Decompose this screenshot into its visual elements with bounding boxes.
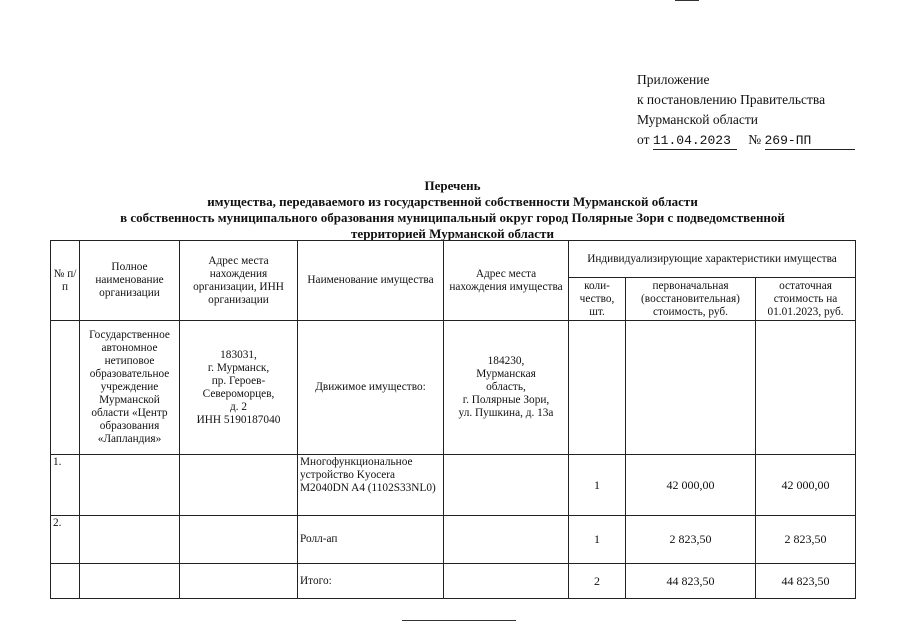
top-rule [675,0,699,1]
header-characteristics: Индивидуализирующие характеристики имущества [569,241,856,278]
total-initial-cost: 44 823,50 [626,564,756,599]
property-address [444,321,569,455]
org-address-line: ИНН 5190187040 [196,413,281,426]
total-row [51,564,856,599]
total-quantity: 2 [569,564,626,599]
item-org-address [180,516,298,564]
bottom-rule [402,620,516,621]
item-no: 1. [51,455,80,516]
item-address [444,455,569,516]
item-residual-cost: 2 823,50 [756,516,856,564]
property-address-line: область, [486,381,526,393]
item-initial-cost: 2 823,50 [626,516,756,564]
header-row-1 [51,241,856,278]
title-line1: Перечень [424,178,481,193]
header-residual-cost: остаточная стоимость на 01.01.2023, руб. [756,278,856,321]
org-address-line: г. Мурманск, [207,361,270,374]
item-initial-cost: 42 000,00 [626,455,756,516]
item-org [80,516,180,564]
appendix-date-line [637,130,855,150]
item-quantity: 1 [569,455,626,516]
appendix-header [637,70,855,150]
org-name: Государственное автономное нетиповое образовательное учреждение Мурманской области «Центр образования «Лапландия» [80,321,180,455]
appendix-line2: к постановлению Правительства [637,92,826,107]
header-property-address: Адрес места нахождения имущества [444,241,569,321]
item-org-address [180,455,298,516]
org-row-initial-cost [626,321,756,455]
number-value: 269-ПП [764,133,812,148]
item-no: 2. [51,516,80,564]
appendix-line3: Мурманской области [637,112,758,127]
org-address-line: д. 2 [229,400,248,413]
org-row-residual-cost [756,321,856,455]
property-address-line: ул. Пушкина, д. 13а [458,407,554,419]
title-line3: в собственность муниципального образования муниципальный округ город Полярные Зори с подведомственной [120,210,785,225]
property-table [50,240,856,599]
total-org-address [180,564,298,599]
number-prefix: № [748,132,762,147]
item-org [80,455,180,516]
date-prefix: от [637,132,650,147]
org-row-no [51,321,80,455]
date-value: 11.04.2023 [652,133,731,148]
property-address-line: 184230, [487,355,525,367]
item-name: Ролл-ап [298,516,444,564]
org-row-quantity [569,321,626,455]
number-field [765,132,855,150]
org-row [51,321,856,455]
header-property-name: Наименование имущества [298,241,444,321]
org-address-line: пр. Героев- [211,374,266,387]
item-name: Многофункциональное устройство Kyocera M2040DN A4 (1102S33NL0) [298,455,444,516]
appendix-line1: Приложение [637,72,710,87]
title-line2: имущества, передаваемого из государственной собственности Мурманской области [207,194,698,209]
org-address-line: Североморцев, [202,387,275,400]
org-address [180,321,298,455]
header-org: Полное наименование организации [80,241,180,321]
header-org-address: Адрес места нахождения организации, ИНН организации [180,241,298,321]
total-residual-cost: 44 823,50 [756,564,856,599]
property-category: Движимое имущество: [298,321,444,455]
item-quantity: 1 [569,516,626,564]
total-address [444,564,569,599]
header-initial-cost: первоначальная (восстановительная) стоимость, руб. [626,278,756,321]
title-line4: территорией Мурманской области [351,226,554,241]
total-label: Итого: [298,564,444,599]
header-no: № п/п [51,241,80,321]
total-org [80,564,180,599]
total-no [51,564,80,599]
property-address-line: г. Полярные Зори, [462,394,550,406]
property-address-line: Мурманская [476,368,536,380]
header-quantity: коли-чество, шт. [569,278,626,321]
date-field [653,132,737,150]
item-residual-cost: 42 000,00 [756,455,856,516]
org-address-line: 183031, [220,348,257,361]
item-address [444,516,569,564]
table-row [51,516,856,564]
table-row [51,455,856,516]
